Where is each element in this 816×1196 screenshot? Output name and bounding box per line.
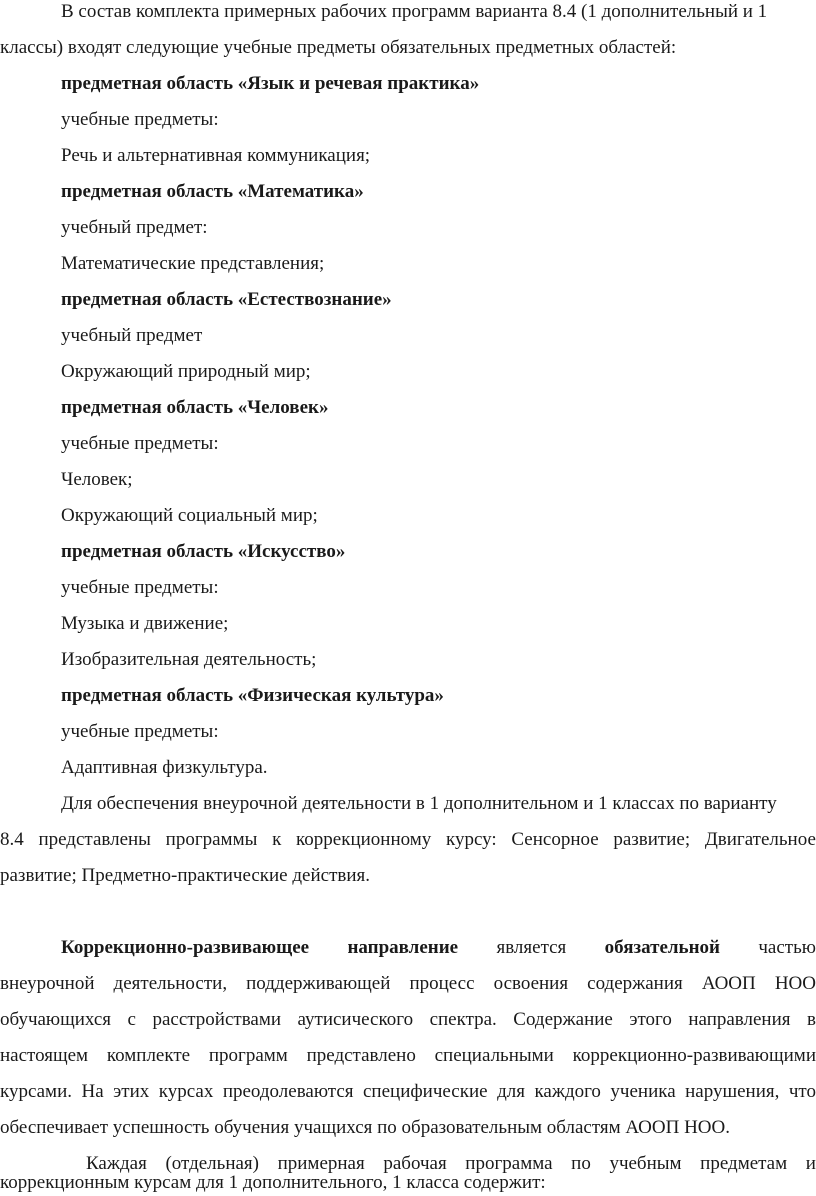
- word: программа: [465, 1153, 553, 1174]
- word: направления: [688, 1009, 791, 1030]
- area-heading-science: предметная область «Естествознание»: [61, 289, 392, 310]
- word: Содержание: [513, 1009, 613, 1030]
- word: и: [805, 1153, 816, 1174]
- extracurricular-line-2: [0, 828, 816, 852]
- word: этих: [113, 1081, 150, 1102]
- word: комплекте: [106, 1045, 191, 1066]
- word: учебным: [609, 1153, 682, 1174]
- word: что: [788, 1081, 816, 1102]
- bold-term: направление: [347, 937, 459, 958]
- area-heading-pe: предметная область «Физическая культура»: [61, 685, 444, 706]
- area-subjects-label: учебный предмет:: [61, 217, 208, 238]
- word: предметам: [700, 1153, 788, 1174]
- word: преодолеваются: [222, 1081, 354, 1102]
- intro-line-1: В состав комплекта примерных рабочих программ варианта 8.4 (1 дополнительный и 1: [61, 1, 768, 22]
- word: расстройствами: [152, 1009, 282, 1030]
- subject-item: Изобразительная деятельность;: [61, 649, 317, 670]
- correctional-line-3: [0, 1008, 816, 1032]
- subject-item: Музыка и движение;: [61, 613, 229, 634]
- area-subjects-label: учебные предметы:: [61, 433, 219, 454]
- area-heading-language: предметная область «Язык и речевая практика»: [61, 73, 480, 94]
- word: НОО: [774, 973, 816, 994]
- area-subjects-label: учебные предметы:: [61, 721, 219, 742]
- word: коррекционному: [296, 829, 432, 850]
- word: представлены: [38, 829, 151, 850]
- word: представлено: [306, 1045, 416, 1066]
- word: этого: [629, 1009, 672, 1030]
- area-subjects-label: учебные предметы:: [61, 109, 219, 130]
- word: деятельности,: [113, 973, 228, 994]
- word: внеурочной: [0, 973, 95, 994]
- word: АООП: [701, 973, 756, 994]
- word: освоения: [493, 973, 569, 994]
- area-subjects-label: учебные предметы:: [61, 577, 219, 598]
- word: развитие;: [613, 829, 691, 850]
- word: коррекционно-развивающими: [572, 1045, 816, 1066]
- area-heading-human: предметная область «Человек»: [61, 397, 329, 418]
- word: процесс: [409, 973, 475, 994]
- word: содержания: [587, 973, 683, 994]
- word: частью: [758, 937, 816, 958]
- correctional-line-2: [0, 972, 816, 996]
- closing-line-2: коррекционным курсам для 1 дополнительного, 1 класса содержит:: [0, 1172, 546, 1193]
- word: рабочая: [383, 1153, 447, 1174]
- word: является: [496, 937, 567, 958]
- subject-item: Человек;: [61, 469, 133, 490]
- word: курсами.: [0, 1081, 73, 1102]
- word: На: [81, 1081, 104, 1102]
- correctional-line-5: [0, 1080, 816, 1104]
- word: с: [127, 1009, 136, 1030]
- word: специфические: [363, 1081, 488, 1102]
- word: аутисического: [297, 1009, 414, 1030]
- subject-item: Математические представления;: [61, 253, 325, 274]
- word: поддерживающей: [246, 973, 391, 994]
- word: к: [272, 829, 282, 850]
- word: обучающихся: [0, 1009, 112, 1030]
- word: по: [571, 1153, 591, 1174]
- area-heading-math: предметная область «Математика»: [61, 181, 364, 202]
- word: программы: [165, 829, 258, 850]
- word: нарушения,: [685, 1081, 780, 1102]
- word: примерная: [277, 1153, 365, 1174]
- word: настоящем: [0, 1045, 89, 1066]
- word: Каждая: [86, 1153, 147, 1174]
- extracurricular-line-1: Для обеспечения внеурочной деятельности в 1 дополнительном и 1 классах по варианту: [61, 793, 777, 814]
- word: Двигательное: [704, 829, 816, 850]
- intro-line-2: классы) входят следующие учебные предметы обязательных предметных областей:: [0, 37, 677, 58]
- subject-item: Окружающий природный мир;: [61, 361, 311, 382]
- subject-item: Речь и альтернативная коммуникация;: [61, 145, 371, 166]
- extracurricular-line-3: развитие; Предметно-практические действия.: [0, 865, 370, 886]
- word: ученика: [610, 1081, 676, 1102]
- correctional-line-4: [0, 1044, 816, 1068]
- correctional-line-1: [61, 936, 816, 960]
- subject-item: Окружающий социальный мир;: [61, 505, 318, 526]
- word: 8.4: [0, 829, 24, 850]
- word: Сенсорное: [511, 829, 599, 850]
- area-heading-art: предметная область «Искусство»: [61, 541, 346, 562]
- word: для: [497, 1081, 525, 1102]
- word: специальными: [434, 1045, 554, 1066]
- word: курсах: [158, 1081, 214, 1102]
- bold-term: обязательной: [604, 937, 720, 958]
- word: (отдельная): [165, 1153, 259, 1174]
- word: в: [807, 1009, 816, 1030]
- word: курсу:: [445, 829, 497, 850]
- bold-term: Коррекционно-развивающее: [61, 937, 310, 958]
- word: программ: [208, 1045, 288, 1066]
- area-subjects-label: учебный предмет: [61, 325, 203, 346]
- correctional-line-6: обеспечивает успешность обучения учащихся по образовательным областям АООП НОО.: [0, 1117, 730, 1138]
- word: спектра.: [429, 1009, 497, 1030]
- subject-item: Адаптивная физкультура.: [61, 757, 268, 778]
- word: каждого: [534, 1081, 601, 1102]
